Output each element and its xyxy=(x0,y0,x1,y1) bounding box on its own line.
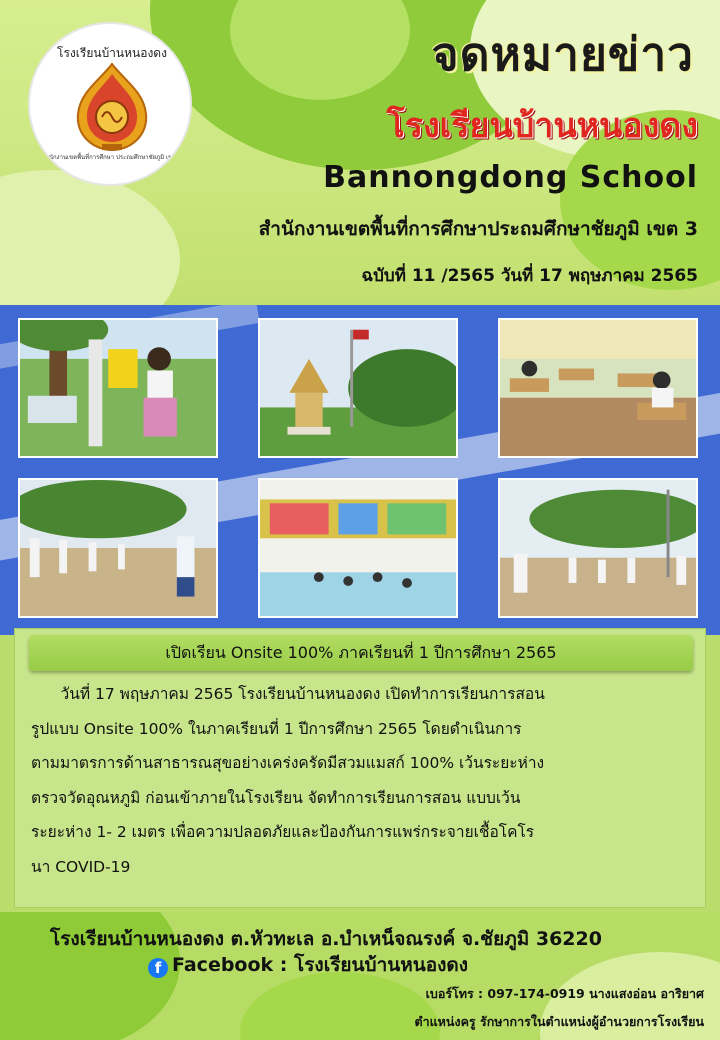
facebook-link[interactable] xyxy=(148,950,468,980)
school-name-thai: โรงเรียนบ้านหนองดง xyxy=(386,106,698,146)
footer xyxy=(0,912,720,1040)
facebook-icon: f xyxy=(148,958,168,978)
article-body xyxy=(31,677,701,884)
article-line: ระยะห่าง 1- 2 เมตร เพื่อความปลอดภัยและป้องกันการแพร่กระจายเชื้อโคโร xyxy=(31,823,535,841)
article-line: วันที่ 17 พฤษภาคม 2565 โรงเรียนบ้านหนองดง เปิดทำการเรียนการสอน xyxy=(31,685,545,703)
contact-position: ตำแหน่งครู รักษาการในตำแหน่งผู้อำนวยการโรงเรียน xyxy=(414,1014,704,1029)
photo-morning-assembly xyxy=(18,478,218,618)
header xyxy=(0,0,720,305)
facebook-text: Facebook : โรงเรียนบ้านหนองดง xyxy=(172,954,469,976)
article-title: เปิดเรียน Onsite 100% ภาคเรียนที่ 1 ปีการศึกษา 2565 xyxy=(29,635,693,671)
school-address: โรงเรียนบ้านหนองดง ต.หัวทะเล อ.บำเหน็จณรงค์ จ.ชัยภูมิ 36220 xyxy=(50,928,602,950)
education-office: สำนักงานเขตพื้นที่การศึกษาประถมศึกษาชัยภูมิ เขต 3 xyxy=(258,218,698,240)
school-name-english: Bannongdong School xyxy=(323,160,698,195)
logo-top-text: โรงเรียนบ้านหนองดง xyxy=(57,46,167,60)
contact-phone: เบอร์โทร : 097-174-0919 นางแสงอ่อน อาริยาศ xyxy=(425,986,704,1001)
photo-temperature-check xyxy=(18,318,218,458)
emblem-icon xyxy=(72,62,152,152)
photo-school-shrine xyxy=(258,318,458,458)
news-article xyxy=(14,628,706,908)
article-line: ตามมาตรการด้านสาธารณสุขอย่างเคร่งครัดมีสวมแมสก์ 100% เว้นระยะห่าง xyxy=(31,754,545,772)
school-logo xyxy=(28,22,192,186)
photo-outdoor-lineup xyxy=(498,478,698,618)
article-line: รูปแบบ Onsite 100% ในภาคเรียนที่ 1 ปีการศึกษา 2565 โดยดำเนินการ xyxy=(31,719,522,738)
decor-circle xyxy=(240,972,440,1040)
issue-info: ฉบับที่ 11 /2565 วันที่ 17 พฤษภาคม 2565 xyxy=(361,266,698,286)
photo-classroom-desks xyxy=(498,318,698,458)
article-line: นา COVID-19 xyxy=(31,857,131,876)
photo-hall-activity xyxy=(258,478,458,618)
decor-circle xyxy=(0,170,180,305)
newsletter-title: จดหมายข่าว xyxy=(431,27,694,81)
logo-bottom-text: สำนักงานเขตพื้นที่การศึกษา ประถมศึกษาชัยภูมิ เขต ๓ xyxy=(41,154,183,161)
article-line: ตรวจวัดอุณหภูมิ ก่อนเข้าภายในโรงเรียน จัดทำการเรียนการสอน แบบเว้น xyxy=(31,788,521,807)
